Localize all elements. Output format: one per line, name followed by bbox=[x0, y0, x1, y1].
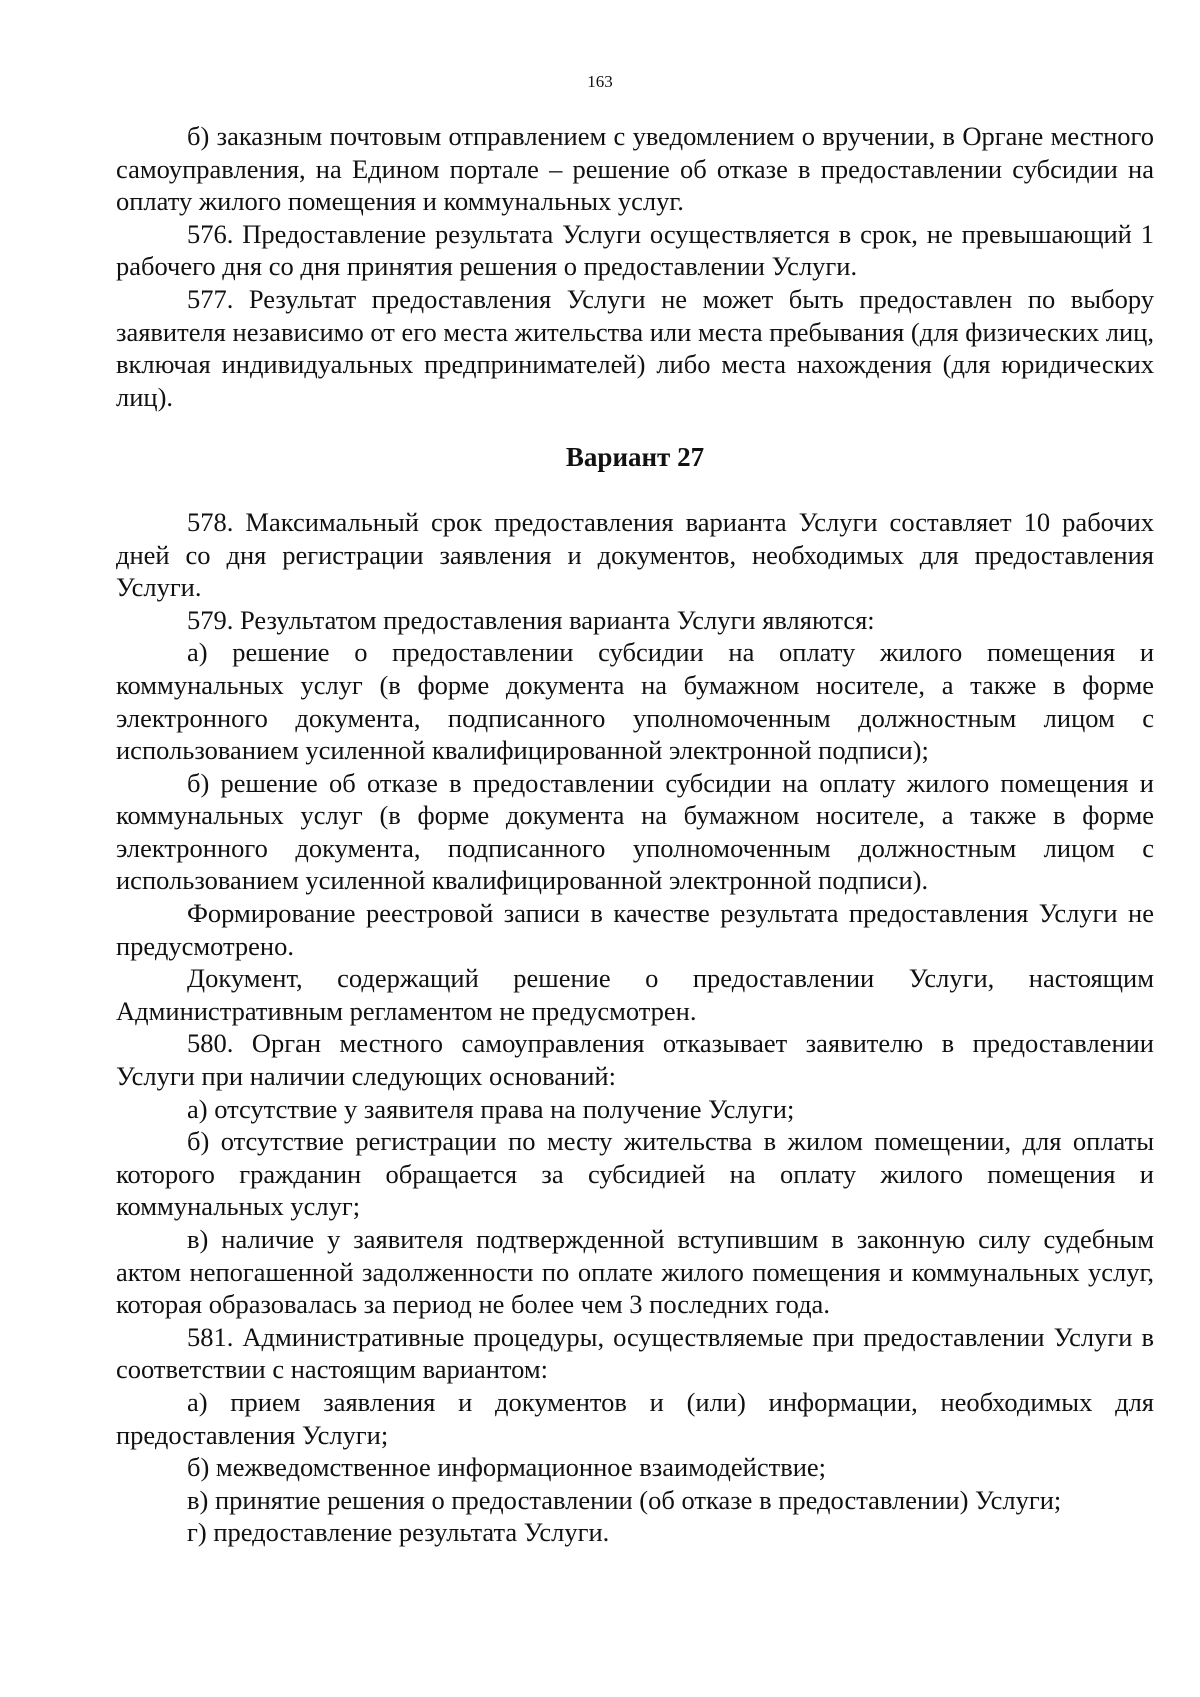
paragraph: б) отсутствие регистрации по месту жительства в жилом помещении, для оплаты которого гражданин обращается за субсидией на оплату жилого помещения и коммунальных услуг; bbox=[116, 1126, 1154, 1222]
paragraph: 579. Результатом предоставления варианта Услуги являются: bbox=[187, 604, 875, 635]
document-body bbox=[116, 120, 1154, 1549]
paragraph: 580. Орган местного самоуправления отказывает заявителю в предоставлении Услуги при наличии следующих оснований: bbox=[116, 1028, 1154, 1092]
paragraph: 581. Административные процедуры, осуществляемые при предоставлении Услуги в соответствии с настоящим вариантом: bbox=[116, 1321, 1154, 1385]
paragraph: 577. Результат предоставления Услуги не может быть предоставлен по выбору заявителя независимо от его места жительства или места пребывания (для физических лиц, включая индивидуальных предпринимателей) либо места нахождения (для юридических лиц). bbox=[116, 283, 1154, 412]
page-number: 163 bbox=[587, 72, 613, 91]
paragraph: в) наличие у заявителя подтвержденной вступившим в законную силу судебным актом непогашенной задолженности по оплате жилого помещения и коммунальных услуг, которая образовалась за период не более чем 3 последних года. bbox=[116, 1224, 1154, 1320]
paragraph: а) решение о предоставлении субсидии на оплату жилого помещения и коммунальных услуг (в форме документа на бумажном носителе, а также в форме электронного документа, подписанного уполномоченным должностным лицом с использованием усиленной квалифицированной электронной подписи); bbox=[116, 637, 1154, 766]
paragraph: а) отсутствие у заявителя права на получение Услуги; bbox=[187, 1093, 795, 1124]
paragraph: 578. Максимальный срок предоставления варианта Услуги составляет 10 рабочих дней со дня регистрации заявления и документов, необходимых для предоставления Услуги. bbox=[116, 506, 1154, 603]
paragraph: 576. Предоставление результата Услуги осуществляется в срок, не превышающий 1 рабочего дня со дня принятия решения о предоставлении Услуги. bbox=[116, 218, 1154, 282]
paragraph: б) межведомственное информационное взаимодействие; bbox=[187, 1452, 827, 1483]
paragraph: б) решение об отказе в предоставлении субсидии на оплату жилого помещения и коммунальных услуг (в форме документа на бумажном носителе, а также в форме электронного документа, подписанного уполномоченным должностным лицом с использованием усиленной квалифицированной электронной подписи). bbox=[116, 767, 1154, 896]
paragraph: б) заказным почтовым отправлением с уведомлением о вручении, в Органе местного самоуправления, на Едином портале – решение об отказе в предоставлении субсидии на оплату жилого помещения и коммунальных услуг. bbox=[116, 121, 1154, 217]
section-heading: Вариант 27 bbox=[565, 442, 705, 473]
paragraph: Документ, содержащий решение о предоставлении Услуги, настоящим Административным регламентом не предусмотрен. bbox=[116, 963, 1154, 1026]
paragraph: г) предоставление результата Услуги. bbox=[187, 1517, 610, 1548]
paragraph: в) принятие решения о предоставлении (об отказе в предоставлении) Услуги; bbox=[187, 1484, 1062, 1515]
paragraph: Формирование реестровой записи в качестве результата предоставления Услуги не предусмотрено. bbox=[116, 898, 1154, 961]
paragraph: а) прием заявления и документов и (или) информации, необходимых для предоставления Услуги; bbox=[116, 1386, 1154, 1450]
